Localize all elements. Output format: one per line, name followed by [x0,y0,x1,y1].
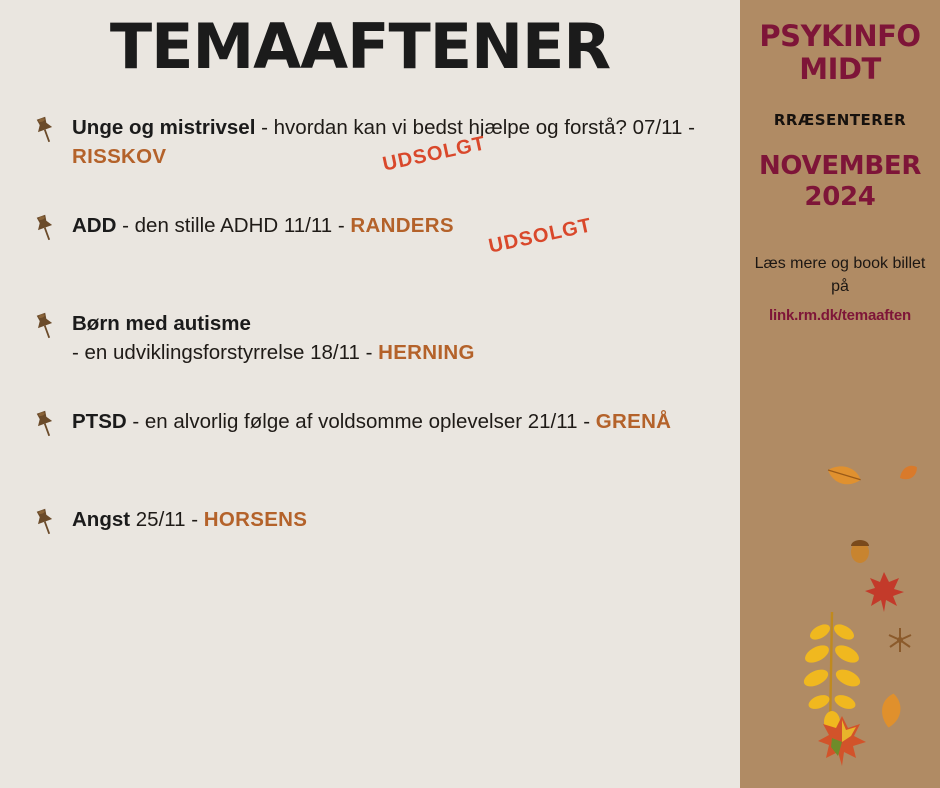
event-city: GRENÅ [595,410,672,434]
event-description: - den stille ADHD 11/11 - [116,214,351,238]
event-description: - en udviklingsforstyrrelse 18/11 - [72,341,379,365]
pushpin-icon [28,115,60,147]
presents-label: RRÆSENTERER [773,110,907,129]
brand-line-2: MIDT [799,52,881,87]
event-title: Unge og mistrivsel [72,116,256,140]
event-city: RANDERS [350,214,454,238]
year-label: 2024 [804,182,876,213]
page-title: TEMAAFTENER [109,10,611,83]
event-city: HERNING [378,341,475,365]
pushpin-icon [28,409,60,441]
month-label: NOVEMBER [758,150,922,181]
brand-name [740,20,940,87]
booking-info [740,252,940,326]
pushpin-icon [28,507,60,539]
sidebar [740,0,940,788]
list-item[interactable] [28,211,720,271]
booking-text: Læs mere og book billet på [754,255,926,296]
pushpin-icon [28,311,60,343]
event-title: Angst [72,508,131,532]
status-badge: UDSOLGT [380,132,488,176]
event-text [72,309,720,367]
event-description: - en alvorlig følge af voldsomme oplevelser 21/11 - [126,410,596,434]
event-title: PTSD [72,410,127,434]
event-description: - hvordan kan vi bedst hjælpe og forstå? 07/11 - [255,116,695,140]
list-item[interactable] [28,505,720,565]
list-item[interactable] [28,113,720,176]
event-text [72,505,720,534]
event-text [72,407,720,436]
event-list [0,113,740,565]
date-block [740,151,940,214]
event-text [72,211,720,240]
list-item[interactable] [28,407,720,467]
event-city: RISSKOV [72,145,167,169]
status-badge: UDSOLGT [486,214,594,258]
event-city: HORSENS [203,508,308,532]
pushpin-icon [28,213,60,245]
event-title: Børn med autisme [72,312,251,336]
event-description: 25/11 - [130,508,204,532]
list-item[interactable] [28,309,720,369]
booking-link[interactable]: link.rm.dk/temaaften [769,306,911,324]
event-title: ADD [72,214,117,238]
brand-line-1: PSYKINFO [759,19,921,53]
